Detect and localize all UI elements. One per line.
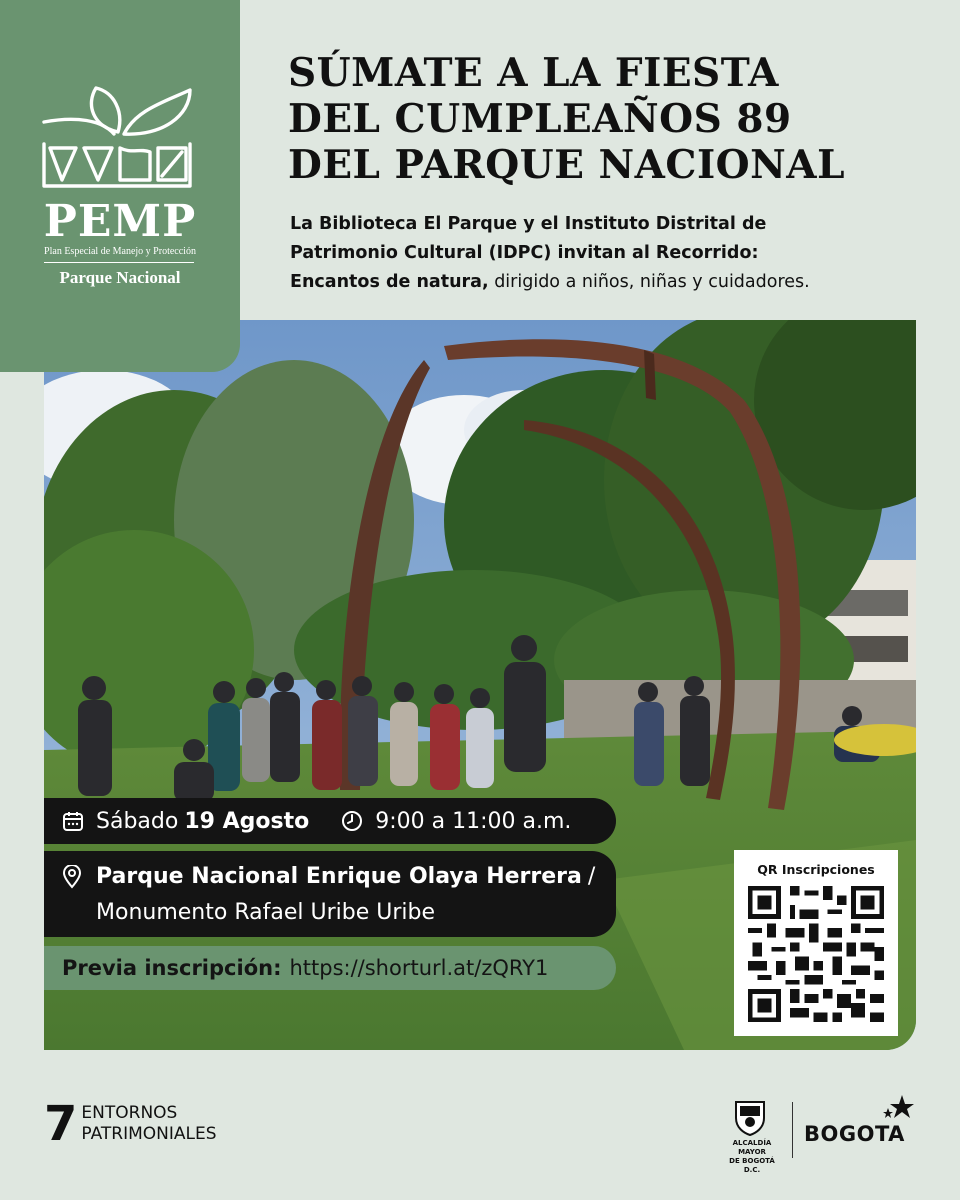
intro-line-3 [290,268,920,297]
headline-line-3: DEL PARQUE NACIONAL [288,142,845,188]
registration-bar [44,946,616,990]
registration-label: Previa inscripción: [62,956,282,980]
bogota-logo: BOGOTA [804,1122,905,1146]
alcaldia-line-2: DE BOGOTÁ D.C. [729,1157,775,1174]
pemp-place: Parque Nacional [59,268,181,287]
clock-icon [341,810,363,832]
calendar-icon [62,810,84,832]
place-separator: / [587,864,596,889]
place-detail: Monumento Rafael Uribe Uribe [96,900,435,925]
logo-divider [44,262,194,263]
alcaldia-text [720,1139,784,1175]
entornos-number: 7 [44,1096,78,1152]
place-name: Parque Nacional Enrique Olaya Herrera [96,864,582,889]
headline-line-1: SÚMATE A LA FIESTA [288,50,779,96]
star-icon [882,1094,916,1124]
pemp-subtitle: Plan Especial de Manejo y Protección [44,246,196,257]
qr-title: QR Inscripciones [757,862,875,877]
pemp-leaf-logo-icon [40,82,196,194]
event-day: Sábado [96,808,179,834]
date-time-bar [44,798,616,844]
headline [288,50,948,188]
footer-divider [792,1102,793,1158]
alcaldia-shield-icon [732,1100,768,1136]
intro-line-2: Patrimonio Cultural (IDPC) invitan al Recorrido: [290,243,759,263]
location-bar [44,851,616,937]
entornos-line-2: PATRIMONIALES [81,1124,217,1144]
intro-line-1: La Biblioteca El Parque y el Instituto Distrital de [290,214,767,234]
intro-text [290,210,920,297]
entornos-line-1: ENTORNOS [81,1103,178,1123]
pemp-logo-panel [0,0,240,372]
qr-card [734,850,898,1036]
event-date: 19 Agosto [184,808,310,834]
event-audience: dirigido a niños, niñas y cuidadores. [494,272,810,292]
location-pin-icon [62,865,82,889]
event-time: 9:00 a 11:00 a.m. [375,808,572,834]
registration-link[interactable]: https://shorturl.at/zQRY1 [289,956,549,980]
pemp-title: PEMP [43,196,197,247]
alcaldia-line-1: ALCALDÍA MAYOR [732,1139,772,1156]
entornos-logo [44,1096,217,1152]
headline-line-2: DEL CUMPLEAÑOS 89 [288,96,792,142]
bogota-logos [720,1094,930,1174]
event-name: Encantos de natura, [290,272,489,292]
qr-code[interactable] [748,886,884,1022]
